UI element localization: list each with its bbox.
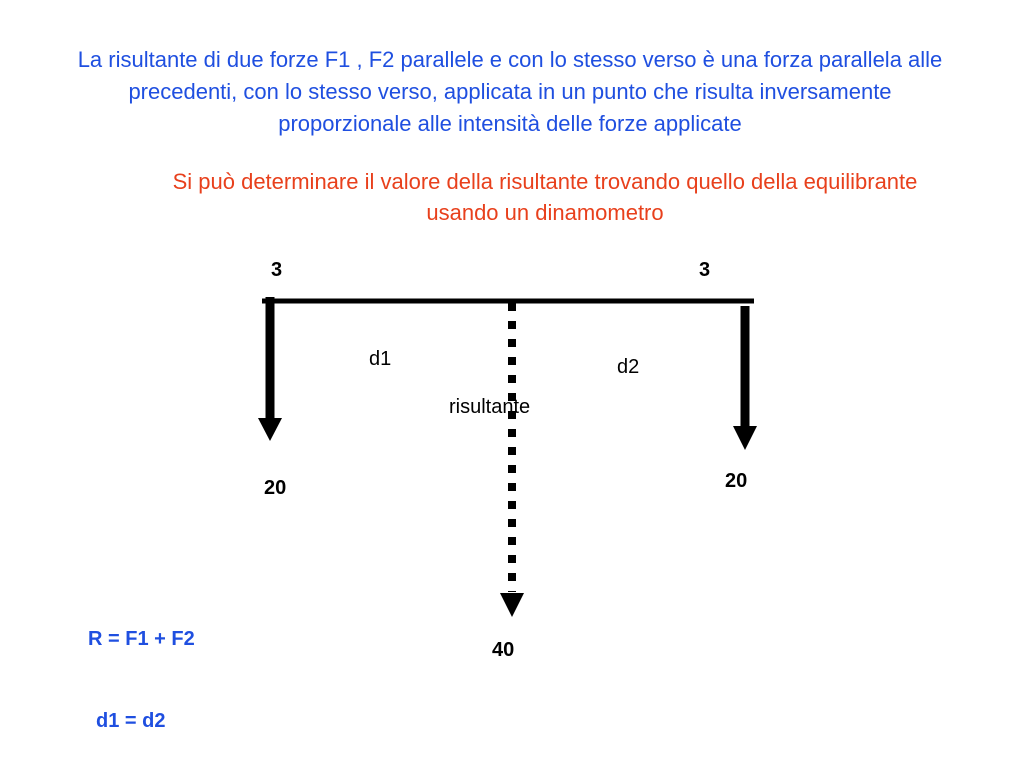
left-top-label: 3 — [271, 259, 283, 281]
left-force-arrowhead — [258, 418, 282, 441]
resultant-force-value: 40 — [492, 639, 515, 661]
slide-title: La risultante di due forze F1 , F2 parallele e con lo stesso verso è una forza parallela alle precedenti, con lo stesso verso, applicata in un punto che risulta inversamente proporzionale alle intensità delle forze applicate — [77, 47, 943, 136]
resultant-label: risultante — [449, 396, 531, 418]
slide-subtitle: Si può determinare il valore della risultante trovando quello della equilibrante usando un dinamometro — [172, 169, 918, 225]
d1-label: d1 — [369, 348, 392, 370]
left-force-value: 20 — [264, 477, 287, 499]
distance-formula: d1 = d2 — [96, 710, 166, 732]
right-top-label: 3 — [699, 259, 711, 281]
resultant-force-arrowhead — [500, 593, 524, 617]
d2-label: d2 — [617, 356, 640, 378]
right-force-value: 20 — [725, 470, 748, 492]
right-force-arrowhead — [733, 426, 757, 450]
sum-formula: R = F1 + F2 — [88, 628, 195, 650]
